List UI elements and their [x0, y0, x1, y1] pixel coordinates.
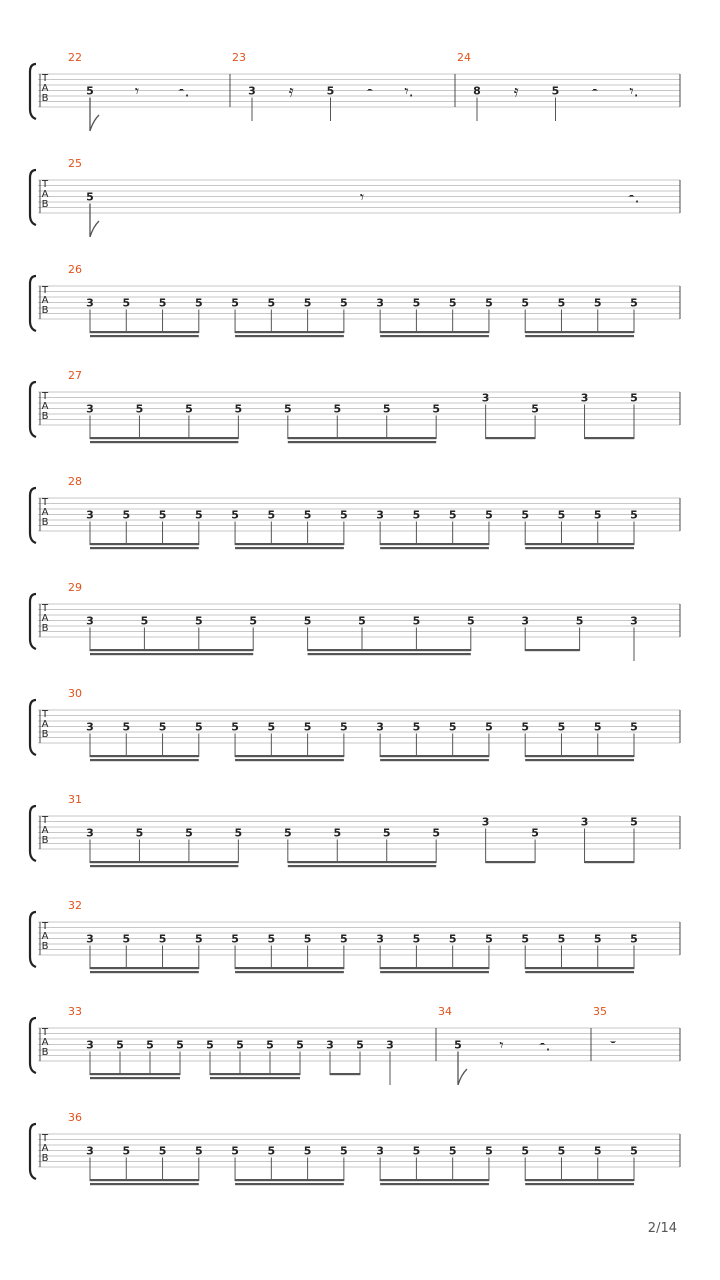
beam — [90, 1073, 180, 1075]
fret-number: 5 — [122, 932, 131, 946]
fret-number: 5 — [448, 932, 457, 946]
fret-number: 5 — [283, 826, 292, 840]
fret-number: 5 — [630, 720, 638, 734]
tab-clef-letter: T — [41, 73, 49, 84]
sixteenth-rest: 𝄿 — [288, 81, 294, 101]
fret-number: 3 — [86, 720, 94, 734]
half-rest: 𝄼. — [178, 81, 190, 101]
page-number: 2/14 — [647, 1221, 677, 1236]
measure-number: 29 — [68, 581, 82, 594]
tab-system-4 — [30, 369, 680, 443]
fret-number: 5 — [454, 1038, 462, 1052]
fret-number: 5 — [249, 614, 258, 628]
fret-number: 5 — [303, 296, 312, 310]
beam — [90, 543, 199, 545]
tab-clef-letter: A — [41, 295, 49, 306]
fret-number: 5 — [303, 1144, 312, 1158]
beam — [210, 1077, 300, 1079]
system-bracket — [30, 806, 36, 861]
beam — [525, 543, 634, 545]
measure-number: 33 — [68, 1005, 82, 1018]
fret-number: 5 — [158, 720, 167, 734]
fret-number: 3 — [86, 296, 94, 310]
fret-number: 5 — [86, 190, 94, 204]
fret-number: 5 — [234, 402, 243, 416]
fret-number: 3 — [376, 1144, 384, 1158]
beam — [235, 971, 344, 973]
fret-number: 5 — [575, 614, 584, 628]
half-rest: 𝄼 — [366, 81, 373, 101]
fret-number: 3 — [580, 391, 589, 405]
beam — [288, 865, 436, 867]
measure-number: 36 — [68, 1111, 82, 1124]
fret-number: 3 — [481, 391, 490, 405]
beam — [380, 1179, 489, 1181]
beam — [525, 759, 634, 761]
fret-number: 5 — [140, 614, 149, 628]
fret-number: 3 — [86, 826, 94, 840]
beam — [90, 861, 238, 863]
fret-number: 5 — [466, 614, 475, 628]
fret-number: 5 — [185, 826, 193, 840]
tab-clef-letter: T — [41, 603, 49, 614]
fret-number: 5 — [194, 296, 203, 310]
beam — [380, 335, 489, 337]
fret-number: 5 — [340, 720, 348, 734]
beam — [330, 1073, 360, 1075]
tab-system-3 — [30, 263, 680, 337]
tab-clef-letter: A — [41, 1037, 49, 1048]
fret-number: 5 — [412, 720, 421, 734]
fret-number: 5 — [412, 614, 421, 628]
beam — [90, 967, 199, 969]
fret-number: 5 — [194, 614, 203, 628]
fret-number: 5 — [448, 508, 457, 522]
fret-number: 5 — [303, 932, 312, 946]
tab-system-9 — [30, 899, 680, 973]
beam — [380, 547, 489, 549]
note-stem-flag — [90, 98, 99, 132]
eighth-rest: 𝄾 — [499, 1035, 504, 1055]
fret-number: 5 — [283, 402, 292, 416]
beam — [380, 759, 489, 761]
fret-number: 5 — [185, 402, 193, 416]
beam — [525, 1179, 634, 1181]
fret-number: 5 — [267, 508, 276, 522]
fret-number: 3 — [376, 932, 384, 946]
fret-number: 5 — [267, 720, 276, 734]
fret-number: 5 — [630, 296, 638, 310]
fret-number: 5 — [630, 508, 638, 522]
fret-number: 5 — [432, 826, 441, 840]
system-bracket — [30, 594, 36, 649]
tab-clef-letter: A — [41, 189, 49, 200]
half-rest: 𝄼. — [628, 187, 640, 207]
tab-clef-letter: B — [41, 93, 49, 104]
fret-number: 3 — [248, 84, 256, 98]
fret-number: 5 — [630, 815, 638, 829]
tab-clef-letter: T — [41, 391, 49, 402]
fret-number: 5 — [158, 296, 167, 310]
fret-number: 3 — [386, 1038, 394, 1052]
fret-number: 5 — [557, 296, 566, 310]
fret-number: 5 — [593, 932, 602, 946]
fret-number: 5 — [557, 720, 566, 734]
system-bracket — [30, 488, 36, 543]
beam — [235, 543, 344, 545]
half-rest: 𝄼. — [539, 1035, 551, 1055]
measure-number: 25 — [68, 157, 82, 170]
fret-number: 5 — [122, 508, 131, 522]
system-bracket — [30, 276, 36, 331]
note-stem-flag — [458, 1052, 467, 1086]
beam — [90, 649, 253, 651]
fret-number: 5 — [303, 508, 312, 522]
fret-number: 5 — [234, 826, 243, 840]
note-stem-flag — [90, 204, 99, 238]
fret-number: 5 — [593, 1144, 602, 1158]
beam — [90, 1077, 180, 1079]
beam — [90, 971, 199, 973]
fret-number: 5 — [412, 508, 421, 522]
tab-clef-letter: A — [41, 401, 49, 412]
fret-number: 5 — [521, 1144, 530, 1158]
beam — [380, 1183, 489, 1185]
fret-number: 5 — [382, 826, 391, 840]
tab-system-8 — [30, 793, 680, 867]
fret-number: 3 — [86, 402, 94, 416]
eighth-rest: 𝄾. — [629, 81, 639, 101]
tab-system-10 — [30, 1005, 680, 1085]
eighth-rest: 𝄾. — [404, 81, 414, 101]
fret-number: 5 — [630, 932, 638, 946]
fret-number: 5 — [206, 1038, 214, 1052]
fret-number: 5 — [194, 932, 203, 946]
beam — [308, 653, 471, 655]
tab-system-11 — [30, 1111, 680, 1185]
fret-number: 5 — [194, 720, 203, 734]
beam — [90, 653, 253, 655]
beam — [235, 331, 344, 333]
beam — [90, 335, 199, 337]
fret-number: 5 — [557, 508, 566, 522]
beam — [235, 1179, 344, 1181]
tab-system-6 — [30, 581, 680, 661]
tab-clef-letter: B — [41, 517, 49, 528]
beam — [380, 967, 489, 969]
beam — [235, 755, 344, 757]
tab-clef-letter: T — [41, 815, 49, 826]
fret-number: 5 — [412, 1144, 421, 1158]
beam — [90, 1183, 199, 1185]
fret-number: 3 — [86, 614, 94, 628]
measure-number: 27 — [68, 369, 82, 382]
tab-clef-letter: B — [41, 305, 49, 316]
beam — [525, 1183, 634, 1185]
fret-number: 5 — [521, 932, 530, 946]
fret-number: 5 — [593, 296, 602, 310]
beam — [380, 971, 489, 973]
fret-number: 3 — [580, 815, 589, 829]
tab-clef-letter: T — [41, 921, 49, 932]
fret-number: 5 — [630, 391, 638, 405]
tab-system-5 — [30, 475, 680, 549]
fret-number: 3 — [86, 932, 94, 946]
tab-clef-letter: A — [41, 507, 49, 518]
beam — [210, 1073, 300, 1075]
beam — [90, 547, 199, 549]
fret-number: 5 — [521, 508, 530, 522]
beam — [90, 331, 199, 333]
fret-number: 5 — [485, 1144, 493, 1158]
fret-number: 5 — [231, 508, 239, 522]
fret-number: 5 — [303, 720, 312, 734]
fret-number: 5 — [231, 720, 239, 734]
fret-number: 3 — [86, 1038, 94, 1052]
fret-number: 5 — [593, 508, 602, 522]
fret-number: 5 — [448, 720, 457, 734]
beam — [235, 1183, 344, 1185]
fret-number: 5 — [557, 932, 566, 946]
fret-number: 5 — [158, 1144, 167, 1158]
fret-number: 5 — [122, 296, 131, 310]
fret-number: 3 — [326, 1038, 334, 1052]
tab-clef-letter: B — [41, 199, 49, 210]
tab-clef-letter: B — [41, 729, 49, 740]
fret-number: 5 — [630, 1144, 638, 1158]
fret-number: 5 — [333, 402, 342, 416]
fret-number: 5 — [485, 508, 493, 522]
fret-number: 5 — [448, 1144, 457, 1158]
tab-clef-letter: A — [41, 931, 49, 942]
beam — [90, 441, 238, 443]
fret-number: 5 — [146, 1038, 154, 1052]
system-bracket — [30, 170, 36, 225]
fret-number: 5 — [267, 1144, 276, 1158]
fret-number: 5 — [176, 1038, 184, 1052]
fret-number: 5 — [412, 296, 421, 310]
fret-number: 3 — [86, 1144, 94, 1158]
fret-number: 5 — [531, 826, 539, 840]
measure-number: 30 — [68, 687, 82, 700]
measure-number: 34 — [438, 1005, 452, 1018]
fret-number: 5 — [557, 1144, 566, 1158]
fret-number: 5 — [593, 720, 602, 734]
fret-number: 5 — [333, 826, 342, 840]
fret-number: 5 — [122, 720, 131, 734]
beam — [525, 649, 579, 651]
tab-clef-letter: T — [41, 709, 49, 720]
fret-number: 5 — [296, 1038, 304, 1052]
fret-number: 5 — [485, 932, 493, 946]
measure-number: 23 — [232, 51, 246, 64]
fret-number: 5 — [340, 296, 348, 310]
measure-number: 28 — [68, 475, 82, 488]
beam — [380, 331, 489, 333]
beam — [235, 759, 344, 761]
beam — [235, 967, 344, 969]
fret-number: 5 — [116, 1038, 124, 1052]
fret-number: 5 — [236, 1038, 244, 1052]
tab-clef-letter: B — [41, 1153, 49, 1164]
beam — [380, 543, 489, 545]
fret-number: 5 — [122, 1144, 131, 1158]
fret-number: 5 — [521, 720, 530, 734]
fret-number: 5 — [432, 402, 441, 416]
fret-number: 5 — [194, 508, 203, 522]
fret-number: 3 — [376, 508, 384, 522]
beam — [288, 437, 436, 439]
tab-clef-letter: A — [41, 83, 49, 94]
tab-clef-letter: T — [41, 1133, 49, 1144]
sixteenth-rest: 𝄿 — [513, 81, 519, 101]
fret-number: 5 — [231, 296, 239, 310]
beam — [525, 967, 634, 969]
fret-number: 5 — [158, 508, 167, 522]
tab-clef-letter: T — [41, 285, 49, 296]
fret-number: 5 — [231, 1144, 239, 1158]
fret-number: 3 — [481, 815, 490, 829]
fret-number: 5 — [135, 826, 144, 840]
system-bracket — [30, 700, 36, 755]
fret-number: 5 — [86, 84, 94, 98]
measure-number: 24 — [457, 51, 471, 64]
beam — [525, 331, 634, 333]
tab-clef-letter: T — [41, 1027, 49, 1038]
tab-system-7 — [30, 687, 680, 761]
measure-number: 32 — [68, 899, 82, 912]
beam — [90, 1179, 199, 1181]
fret-number: 5 — [303, 614, 312, 628]
beam — [525, 547, 634, 549]
fret-number: 5 — [194, 1144, 203, 1158]
system-bracket — [30, 64, 36, 119]
beam — [235, 335, 344, 337]
beam — [486, 437, 535, 439]
measure-number: 35 — [593, 1005, 607, 1018]
fret-number: 5 — [340, 1144, 348, 1158]
fret-number: 3 — [630, 614, 638, 628]
fret-number: 5 — [231, 932, 239, 946]
system-bracket — [30, 382, 36, 437]
fret-number: 3 — [376, 720, 384, 734]
fret-number: 5 — [340, 932, 348, 946]
system-bracket — [30, 912, 36, 967]
eighth-rest: 𝄾 — [134, 81, 140, 101]
beam — [486, 861, 535, 863]
beam — [585, 861, 634, 863]
system-bracket — [30, 1018, 36, 1073]
tab-clef-letter: B — [41, 835, 49, 846]
fret-number: 5 — [340, 508, 348, 522]
beam — [525, 335, 634, 337]
tab-clef-letter: B — [41, 1047, 49, 1058]
fret-number: 3 — [376, 296, 384, 310]
beam — [235, 547, 344, 549]
fret-number: 5 — [135, 402, 144, 416]
tab-system-1 — [30, 51, 680, 131]
whole-rest: 𝄻 — [609, 1035, 617, 1055]
measure-number: 31 — [68, 793, 82, 806]
tab-clef-letter: A — [41, 825, 49, 836]
fret-number: 5 — [382, 402, 391, 416]
tab-clef-letter: A — [41, 719, 49, 730]
measure-number: 22 — [68, 51, 82, 64]
fret-number: 3 — [521, 614, 530, 628]
tab-clef-letter: A — [41, 1143, 49, 1154]
beam — [585, 437, 634, 439]
tab-clef-letter: T — [41, 497, 49, 508]
fret-number: 5 — [412, 932, 421, 946]
fret-number: 5 — [485, 720, 493, 734]
tab-clef-letter: A — [41, 613, 49, 624]
tab-clef-letter: B — [41, 623, 49, 634]
system-bracket — [30, 1124, 36, 1179]
beam — [90, 437, 238, 439]
beam — [288, 441, 436, 443]
tab-clef-letter: T — [41, 179, 49, 190]
fret-number: 5 — [267, 932, 276, 946]
fret-number: 5 — [521, 296, 530, 310]
fret-number: 5 — [485, 296, 493, 310]
tab-clef-letter: B — [41, 411, 49, 422]
beam — [90, 865, 238, 867]
eighth-rest: 𝄾 — [359, 187, 365, 207]
half-rest: 𝄼 — [591, 81, 598, 101]
beam — [308, 649, 471, 651]
beam — [90, 759, 199, 761]
beam — [525, 971, 634, 973]
fret-number: 5 — [356, 1038, 364, 1052]
fret-number: 5 — [267, 296, 276, 310]
beam — [90, 755, 199, 757]
fret-number: 5 — [448, 296, 457, 310]
beam — [288, 861, 436, 863]
fret-number: 5 — [326, 84, 335, 98]
beam — [380, 755, 489, 757]
tab-clef-letter: B — [41, 941, 49, 952]
measure-number: 26 — [68, 263, 82, 276]
fret-number: 5 — [358, 614, 366, 628]
fret-number: 3 — [86, 508, 94, 522]
fret-number: 5 — [551, 84, 560, 98]
beam — [525, 755, 634, 757]
tab-system-2 — [30, 157, 680, 237]
fret-number: 8 — [473, 84, 481, 98]
fret-number: 5 — [266, 1038, 274, 1052]
fret-number: 5 — [158, 932, 167, 946]
fret-number: 5 — [531, 402, 539, 416]
